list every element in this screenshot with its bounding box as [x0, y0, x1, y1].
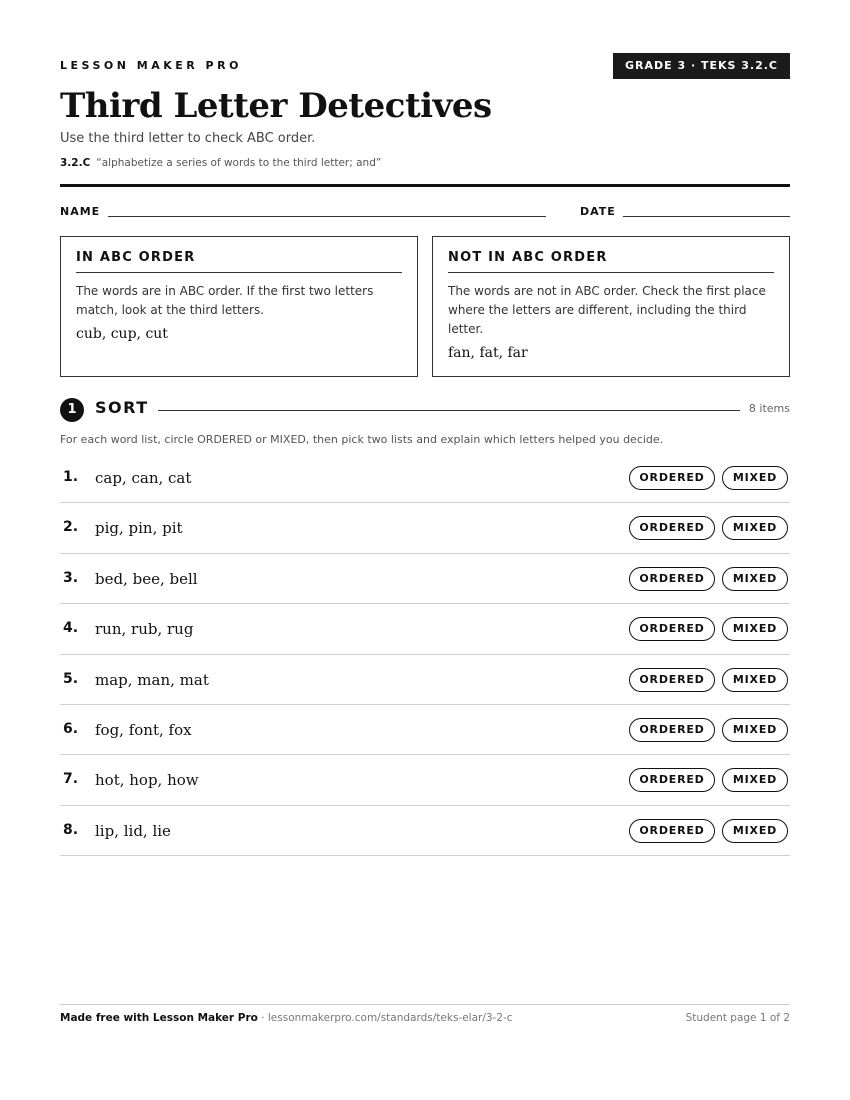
list-item — [60, 453, 790, 503]
item-words: cap, can, cat — [95, 469, 192, 487]
standard-line — [60, 157, 381, 169]
mixed-option[interactable]: MIXED — [722, 567, 788, 591]
section-instructions: For each word list, circle ORDERED or MIXED, then pick two lists and explain which letters helped you decide. — [60, 433, 664, 446]
item-number: 7. — [63, 771, 79, 788]
section-number-badge: 1 — [60, 398, 84, 422]
footer-page-number: Student page 1 of 2 — [685, 1012, 790, 1024]
footer-url: · lessonmakerpro.com/standards/teks-elar/3-2-c — [257, 1012, 513, 1024]
date-field[interactable] — [623, 216, 790, 217]
section-title: SORT — [95, 398, 149, 417]
ordered-option[interactable]: ORDERED — [629, 819, 715, 843]
in-abc-order-box — [60, 236, 418, 377]
not-in-abc-order-example: fan, fat, far — [448, 345, 528, 361]
ordered-option[interactable]: ORDERED — [629, 567, 715, 591]
mixed-option[interactable]: MIXED — [722, 668, 788, 692]
worksheet-page — [60, 0, 790, 1100]
list-item — [60, 554, 790, 604]
mixed-option[interactable]: MIXED — [722, 768, 788, 792]
list-item — [60, 806, 790, 856]
list-item — [60, 755, 790, 805]
section-divider — [158, 410, 740, 411]
item-number: 6. — [63, 720, 79, 737]
item-words: fog, font, fox — [95, 720, 192, 739]
footer-credit — [60, 1012, 513, 1024]
item-number: 2. — [63, 519, 79, 536]
ordered-option[interactable]: ORDERED — [629, 668, 715, 692]
item-words: pig, pin, pit — [95, 519, 183, 538]
mixed-option[interactable]: MIXED — [722, 466, 788, 490]
date-label: DATE — [580, 205, 616, 218]
standard-code: 3.2.C — [60, 157, 91, 169]
in-abc-order-example: cub, cup, cut — [76, 326, 168, 342]
item-words: lip, lid, lie — [95, 821, 171, 840]
sort-section-header — [60, 397, 790, 423]
ordered-option[interactable]: ORDERED — [629, 617, 715, 641]
ordered-option[interactable]: ORDERED — [629, 516, 715, 540]
mixed-option[interactable]: MIXED — [722, 819, 788, 843]
standard-text: “alphabetize a series of words to the third letter; and” — [96, 157, 382, 169]
footer-divider — [60, 1004, 790, 1005]
item-number: 8. — [63, 821, 79, 838]
item-count: 8 items — [748, 402, 790, 415]
ordered-option[interactable]: ORDERED — [629, 718, 715, 742]
not-in-abc-order-heading: NOT IN ABC ORDER — [448, 250, 774, 273]
item-words: run, rub, rug — [95, 620, 194, 639]
item-words: map, man, mat — [95, 670, 209, 689]
name-label: NAME — [60, 205, 101, 218]
item-number: 1. — [63, 469, 79, 485]
item-words: bed, bee, bell — [95, 569, 198, 588]
ordered-option[interactable]: ORDERED — [629, 768, 715, 792]
in-abc-order-heading: IN ABC ORDER — [76, 250, 402, 273]
not-in-abc-order-description: The words are not in ABC order. Check the first place where the letters are different, including the third letter. — [448, 284, 766, 336]
mixed-option[interactable]: MIXED — [722, 617, 788, 641]
list-item — [60, 604, 790, 654]
not-in-abc-order-box — [432, 236, 790, 377]
word-list-items — [60, 453, 790, 856]
page-subtitle: Use the third letter to check ABC order. — [60, 131, 316, 146]
brand-name: LESSON MAKER PRO — [60, 59, 242, 72]
item-number: 3. — [63, 569, 79, 586]
list-item — [60, 705, 790, 755]
mixed-option[interactable]: MIXED — [722, 718, 788, 742]
grade-badge: GRADE 3 · TEKS 3.2.C — [613, 53, 790, 79]
item-number: 4. — [63, 620, 79, 637]
page-title: Third Letter Detectives — [60, 86, 492, 126]
mixed-option[interactable]: MIXED — [722, 516, 788, 540]
item-words: hot, hop, how — [95, 771, 199, 790]
list-item — [60, 655, 790, 705]
item-number: 5. — [63, 670, 79, 687]
list-item — [60, 503, 790, 553]
ordered-option[interactable]: ORDERED — [629, 466, 715, 490]
footer-made-with: Made free with Lesson Maker Pro — [60, 1012, 258, 1024]
in-abc-order-description: The words are in ABC order. If the first two letters match, look at the third letters. — [76, 284, 374, 317]
name-field[interactable] — [108, 216, 546, 217]
header-divider — [60, 184, 790, 187]
